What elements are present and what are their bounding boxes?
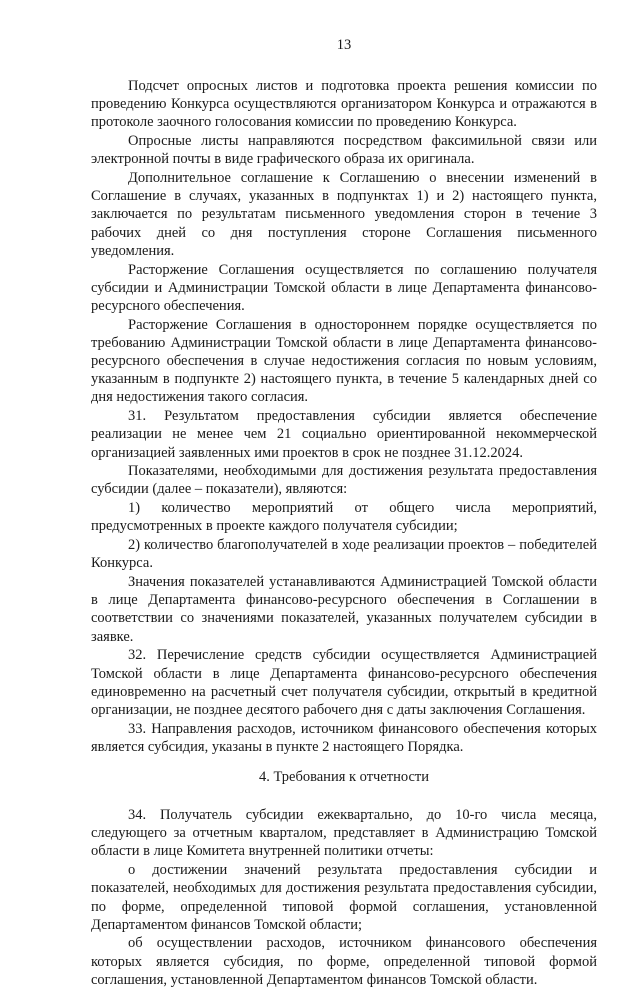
paragraph-item-32: 32. Перечисление средств субсидии осуществляется Администрацией Томской области в лице Департамента финансово-ресурсного обеспечения единовременно на расчетный счет получателя субсидии, открытый в кредитной организации, не позднее десятого рабочего дня с даты заключения Соглашения.: [91, 647, 597, 718]
paragraph-termination-mutual: Расторжение Соглашения осуществляется по соглашению получателя субсидии и Администрации Томской области в лице Департамента финансово-ресурсного обеспечения.: [91, 261, 597, 314]
paragraph-ballot-delivery: Опросные листы направляются посредством факсимильной связи или электронной почты в виде графического образа их оригинала.: [91, 133, 597, 168]
paragraph-termination-unilateral: Расторжение Соглашения в одностороннем порядке осуществляется по требованию Администрации Томской области в лице Департамента финансово-ресурсного обеспечения в случае недостижения согласия по новым условиям, указанным в подпункте 2) настоящего пункта, в течение 5 календарных дней со дня недостижения такого согласия.: [91, 316, 597, 406]
paragraph-report-results: о достижении значений результата предоставления субсидии и показателей, необходимых для достижения результата предоставления субсидии, по форме, определенной типовой формой соглашения, установленной Департаментом финансов Томской области;: [91, 862, 597, 933]
section-title: 4. Требования к отчетности: [258, 769, 430, 786]
body-before-section: [91, 77, 597, 756]
paragraph-indicator-values: Значения показателей устанавливаются Администрацией Томской области в лице Департамента финансово-ресурсного обеспечения в Соглашении в соответствии со значениями показателей, указанных получателем субсидии в заявке.: [91, 573, 597, 645]
paragraph-vote-count: Подсчет опросных листов и подготовка проекта решения комиссии по проведению Конкурса осуществляются организатором Конкурса и отражаются в протоколе заочного голосования комиссии по проведению Конкурса.: [91, 78, 597, 131]
paragraph-item-34: 34. Получатель субсидии ежеквартально, до 10-го числа месяца, следующего за отчетным кварталом, представляет в Администрацию Томской области в лице Комитета внутренней политики отчеты:: [91, 807, 597, 860]
paragraph-item-31: 31. Результатом предоставления субсидии является обеспечение реализации не менее чем 21 социально ориентированной некоммерческой организацией заявленных ими проектов в срок не позднее 31.12.2024.: [91, 408, 597, 461]
page-number: 13: [336, 37, 352, 53]
paragraph-report-expenses: об осуществлении расходов, источником финансового обеспечения которых является субсидия, по форме, определенной типовой формой соглашения, установленной Департаментом финансов Томской области.: [91, 935, 597, 988]
paragraph-additional-agreement: Дополнительное соглашение к Соглашению о внесении изменений в Соглашение в случаях, указанных в подпунктах 1) и 2) настоящего пункта, заключается по результатам письменного уведомления сторон в течение 3 рабочих дней со дня поступления стороне Соглашения письменного уведомления.: [91, 170, 597, 259]
paragraph-indicator-2: 2) количество благополучателей в ходе реализации проектов – победителей Конкурса.: [91, 537, 597, 572]
document-page: [91, 36, 597, 990]
paragraph-indicator-1: 1) количество мероприятий от общего числа мероприятий, предусмотренных в проекте каждого получателя субсидии;: [91, 500, 597, 535]
paragraph-indicators-intro: Показателями, необходимыми для достижения результата предоставления субсидии (далее – показатели), являются:: [91, 463, 597, 498]
paragraph-item-33: 33. Направления расходов, источником финансового обеспечения которых является субсидия, указаны в пункте 2 настоящего Порядка.: [91, 720, 597, 755]
body-after-section: [91, 806, 597, 989]
